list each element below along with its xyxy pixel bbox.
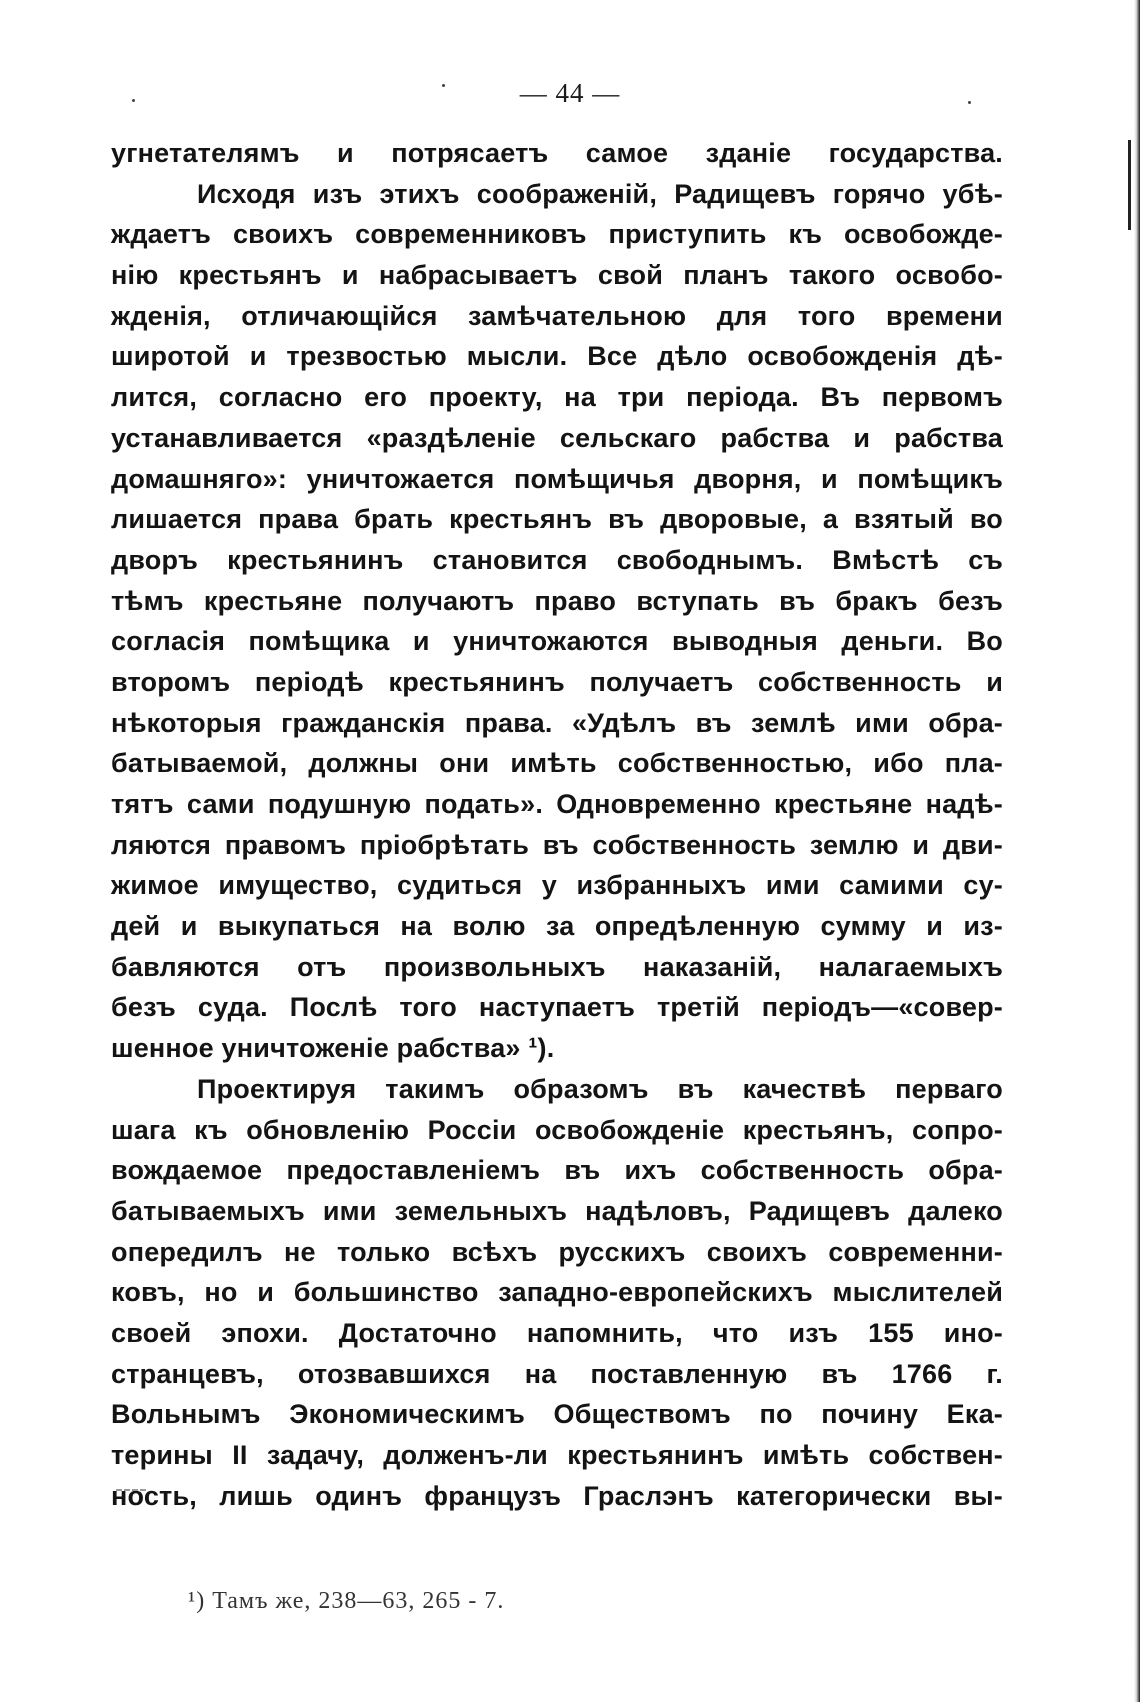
text-line: домашняго»: уничтожается помѣщичья дворня, и помѣщикъ	[111, 463, 1003, 494]
text-line: ность, лишь одинъ французъ Граслэнъ категорически вы-	[111, 1480, 1003, 1511]
text-line: бавляются отъ произвольныхъ наказаній, налагаемыхъ	[111, 951, 1003, 982]
text-line: жденія, отличающійся замѣчательною для того времени	[111, 300, 1003, 331]
binding-edge	[1134, 0, 1140, 1702]
text-line: ждаетъ своихъ современниковъ приступить къ освобожде-	[111, 219, 1003, 250]
text-line: дей и выкупаться на волю за опредѣленную сумму и из-	[111, 911, 1003, 942]
text-line: тѣмъ крестьяне получаютъ право вступать въ бракъ безъ	[111, 585, 1003, 616]
text-line: ковъ, но и большинство западно-европейскихъ мыслителей	[111, 1277, 1003, 1308]
text-line: согласія помѣщика и уничтожаются выводныя деньги. Во	[111, 626, 1003, 657]
text-line: ляются правомъ пріобрѣтать въ собственность землю и дви-	[111, 829, 1003, 860]
text-line: второмъ періодѣ крестьянинъ получаетъ собственность и	[111, 666, 1003, 697]
text-line: угнетателямъ и потрясаетъ самое зданіе государства.	[111, 138, 1003, 168]
text-line: терины II задачу, долженъ-ли крестьянинъ имѣть собствен-	[111, 1440, 1003, 1470]
footnote: ¹) Тамъ же, 238—63, 265 - 7.	[188, 1588, 505, 1614]
text-line: широтой и трезвостью мысли. Все дѣло освобожденія дѣ-	[111, 341, 1003, 372]
text-line: Исходя изъ этихъ соображеній, Радищевъ горячо убѣ-	[197, 178, 1003, 209]
text-line: Проектируя такимъ образомъ въ качествѣ перваго	[197, 1073, 1003, 1104]
text-line: вождаемое предоставленіемъ въ ихъ собственность обра-	[111, 1155, 1003, 1186]
text-line: жимое имущество, судиться у избранныхъ ими самими су-	[111, 870, 1003, 901]
text-line: странцевъ, отозвавшихся на поставленную въ 1766 г.	[111, 1358, 1003, 1389]
text-line: батываемыхъ ими земельныхъ надѣловъ, Радищевъ далеко	[111, 1195, 1003, 1226]
text-line: шенное уничтоженіе рабства» ¹).	[111, 1033, 555, 1064]
footnote-separator	[116, 1489, 146, 1491]
text-line: нію крестьянъ и набрасываетъ свой планъ такого освобо-	[111, 260, 1003, 291]
text-line: Вольнымъ Экономическимъ Обществомъ по почину Ека-	[111, 1399, 1003, 1430]
text-line: батываемой, должны они имѣть собственностью, ибо пла-	[111, 748, 1003, 779]
text-line: дворъ крестьянинъ становится свободнымъ. Вмѣстѣ съ	[111, 544, 1003, 575]
text-line: тятъ сами подушную подать». Одновременно крестьяне надѣ-	[111, 789, 1003, 819]
page-number: — 44 —	[519, 78, 621, 108]
text-line: шага къ обновленію Россіи освобожденіе крестьянъ, сопро-	[111, 1114, 1003, 1145]
text-line: своей эпохи. Достаточно напомнить, что изъ 155 ино-	[111, 1317, 1003, 1348]
text-line: безъ суда. Послѣ того наступаетъ третій періодъ—«совер-	[111, 992, 1003, 1023]
text-line: лится, согласно его проекту, на три періода. Въ первомъ	[111, 382, 1003, 413]
body-text	[111, 133, 1003, 1516]
text-line: нѣкоторыя гражданскія права. «Удѣлъ въ землѣ ими обра-	[111, 707, 1003, 738]
text-line: устанавливается «раздѣленіе сельскаго рабства и рабства	[111, 422, 1003, 453]
text-line: опередилъ не только всѣхъ русскихъ своихъ современни-	[111, 1236, 1003, 1267]
text-line: лишается права брать крестьянъ въ дворовые, а взятый во	[111, 504, 1003, 535]
